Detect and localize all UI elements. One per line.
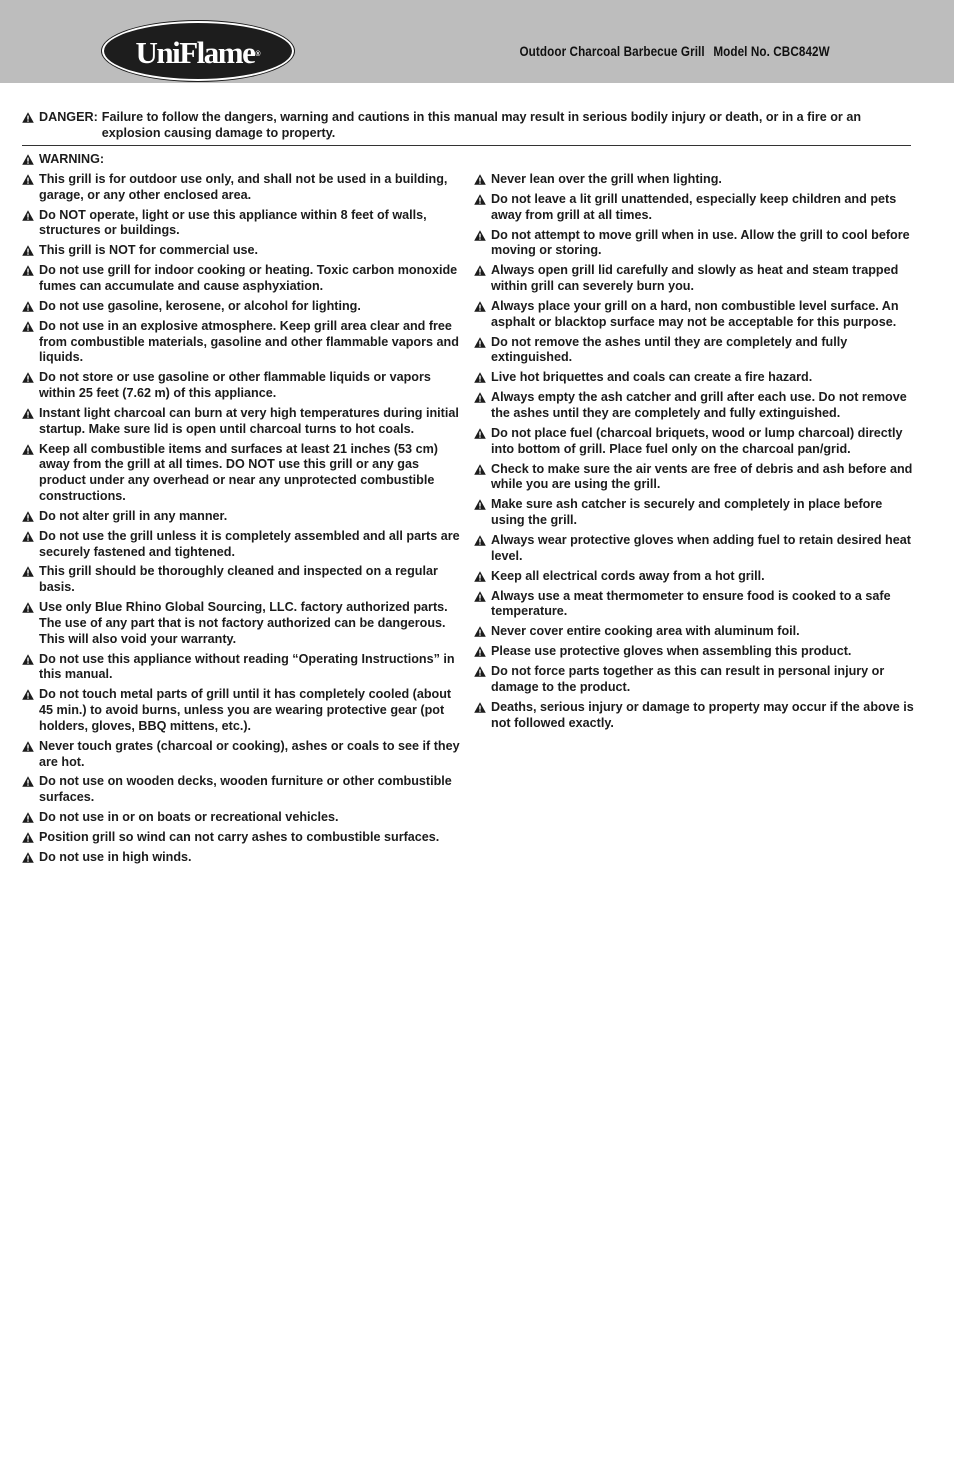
warning-item-text: Do NOT operate, light or use this appliance within 8 feet of walls, structures or buildings.: [39, 207, 427, 238]
warning-triangle-icon: [22, 832, 34, 843]
warning-item-text: Always empty the ash catcher and grill after each use. Do not remove the ashes until they are completely and fully extinguished.: [491, 390, 907, 421]
warning-item: [474, 569, 914, 585]
warning-item: [22, 687, 460, 734]
warning-item-text: Do not use gasoline, kerosene, or alcohol for lighting.: [39, 298, 361, 313]
warning-triangle-icon: [22, 174, 34, 185]
danger-text: Failure to follow the dangers, warning and cautions in this manual may result in serious bodily injury or death, or in a fire or an explosion causing damage to property.: [101, 110, 862, 140]
warning-item: [22, 652, 460, 684]
warning-triangle-icon: [474, 702, 486, 713]
warning-triangle-icon: [22, 812, 34, 823]
warning-triangle-icon: [474, 230, 486, 241]
warning-triangle-icon: [22, 444, 34, 455]
warnings-right-column: [474, 172, 914, 735]
warning-triangle-icon: [22, 408, 34, 419]
warning-item-text: Never touch grates (charcoal or cooking), ashes or coals to see if they are hot.: [39, 738, 460, 769]
warning-item: [22, 319, 460, 366]
warning-item: [22, 406, 460, 438]
warning-item-text: Do not attempt to move grill when in use. Allow the grill to cool before moving or storing.: [491, 227, 910, 258]
warning-item-text: Please use protective gloves when assembling this product.: [491, 644, 852, 659]
warning-triangle-icon: [474, 194, 486, 205]
warning-item-text: Do not force parts together as this can result in personal injury or damage to the product.: [491, 664, 885, 694]
warning-item: [22, 299, 460, 315]
warning-item-text: Do not use on wooden decks, wooden furniture or other combustible surfaces.: [39, 774, 452, 805]
warning-item: [474, 533, 914, 565]
warning-item-text: Live hot briquettes and coals can create a fire hazard.: [491, 370, 813, 385]
warning-triangle-icon: [22, 689, 34, 700]
warning-item-text: Do not use in or on boats or recreational vehicles.: [39, 810, 339, 825]
model-number: Model No. CBC842W: [713, 44, 830, 59]
warning-item: [474, 299, 914, 331]
warning-item-text: Do not use the grill unless it is completely assembled and all parts are securely fastened and tightened.: [39, 528, 460, 559]
warning-item: [22, 442, 460, 505]
warning-triangle-icon: [474, 535, 486, 546]
warning-item: [22, 564, 460, 596]
warning-item: [474, 426, 914, 458]
warning-item: [474, 664, 914, 696]
warning-item-text: Do not use this appliance without reading “Operating Instructions” in this manual.: [39, 651, 455, 682]
warning-item-text: Do not alter grill in any manner.: [39, 508, 228, 523]
warning-triangle-icon: [474, 464, 486, 475]
warning-triangle-icon: [22, 741, 34, 752]
warning-triangle-icon: [22, 301, 34, 312]
logo-wordmark: UniFlame®: [135, 34, 261, 70]
warning-item-text: Make sure ash catcher is securely and completely in place before using the grill.: [491, 497, 883, 528]
right-warning-list: [474, 172, 914, 731]
warning-item-text: This grill is for outdoor use only, and shall not be used in a building, garage, or any other enclosed area.: [39, 171, 448, 202]
warning-item: [474, 192, 914, 224]
warning-item: [474, 370, 914, 386]
warnings-left-column: [22, 152, 460, 870]
warning-item: [474, 172, 914, 188]
warning-triangle-icon: [474, 666, 486, 677]
warning-triangle-icon: [474, 571, 486, 582]
warning-item: [474, 228, 914, 260]
warning-item-text: Always open grill lid carefully and slowly as heat and steam trapped within grill can severely burn you.: [491, 263, 899, 294]
warning-item-text: This grill should be thoroughly cleaned and inspected on a regular basis.: [39, 564, 438, 595]
warning-item: [474, 624, 914, 640]
warning-item-text: Instant light charcoal can burn at very high temperatures during initial startup. Make sure lid is open until charcoal turns to hot coals.: [39, 405, 459, 436]
danger-label: DANGER:: [39, 110, 98, 124]
warning-triangle-icon: [22, 321, 34, 332]
warning-item-text: Keep all combustible items and surfaces at least 21 inches (53 cm) away from the grill at all times. DO NOT use this grill or any gas product under any overhead or near any unprotected combustible constructions.: [39, 441, 438, 503]
warning-item: [22, 850, 460, 866]
warning-item: [22, 208, 460, 240]
warning-item-text: Do not use grill for indoor cooking or heating. Toxic carbon monoxide fumes can accumulate and cause asphyxiation.: [39, 263, 458, 293]
uniflame-logo: [102, 21, 294, 81]
section-divider: [22, 145, 911, 146]
warning-item: [474, 390, 914, 422]
warning-triangle-icon: [22, 154, 34, 165]
warning-triangle-icon: [22, 511, 34, 522]
warning-triangle-icon: [474, 265, 486, 276]
warning-triangle-icon: [22, 265, 34, 276]
warning-item: [22, 509, 460, 525]
warning-triangle-icon: [22, 531, 34, 542]
warning-item: [22, 600, 460, 647]
warning-item: [474, 335, 914, 367]
warning-item-text: Keep all electrical cords away from a hot grill.: [491, 568, 765, 583]
product-title: Outdoor Charcoal Barbecue Grill: [519, 44, 705, 59]
registered-mark: ®: [255, 50, 261, 58]
warning-heading-label: WARNING:: [39, 152, 105, 166]
warning-item: [22, 830, 460, 846]
warning-triangle-icon: [22, 654, 34, 665]
warning-item-text: Always place your grill on a hard, non combustible level surface. An asphalt or blacktop surface may not be acceptable for this purpose.: [491, 298, 899, 329]
warning-item-text: Always wear protective gloves when adding fuel to retain desired heat level.: [491, 532, 911, 563]
warning-item-text: Do not place fuel (charcoal briquets, wood or lump charcoal) directly into bottom of grill. Place fuel only on the charcoal pan/grid.: [491, 425, 903, 456]
document-title: [520, 44, 830, 59]
warning-triangle-icon: [474, 591, 486, 602]
warning-item-text: Position grill so wind can not carry ashes to combustible surfaces.: [39, 830, 440, 845]
warning-item: [474, 462, 914, 494]
page-header: [0, 0, 954, 83]
left-warning-list: [22, 172, 460, 866]
warning-item: [22, 810, 460, 826]
warning-triangle-icon: [22, 245, 34, 256]
warning-item: [22, 739, 460, 771]
warning-triangle-icon: [474, 499, 486, 510]
warning-item-text: Do not touch metal parts of grill until it has completely cooled (about 45 min.) to avoid burns, unless you are wearing protective gear (pot holders, gloves, BBQ mittens, etc.).: [39, 687, 452, 733]
warning-item: [474, 700, 914, 732]
warning-item-text: This grill is NOT for commercial use.: [39, 243, 259, 258]
warning-item: [22, 370, 460, 402]
warning-triangle-icon: [474, 301, 486, 312]
warning-triangle-icon: [22, 566, 34, 577]
warning-item-text: Always use a meat thermometer to ensure food is cooked to a safe temperature.: [491, 588, 891, 619]
warning-item: [474, 589, 914, 621]
warning-triangle-icon: [22, 602, 34, 613]
warning-item: [22, 172, 460, 204]
warning-triangle-icon: [474, 372, 486, 383]
warning-triangle-icon: [474, 174, 486, 185]
warning-triangle-icon: [474, 392, 486, 403]
warning-item-text: Do not use in an explosive atmosphere. Keep grill area clear and free from combustible materials, gasoline and other flammable vapors and liquids.: [39, 318, 459, 365]
warning-heading: [22, 152, 460, 168]
warning-item-text: Do not leave a lit grill unattended, especially keep children and pets away from grill at all times.: [491, 191, 897, 222]
warning-item-text: Use only Blue Rhino Global Sourcing, LLC. factory authorized parts. The use of any part that is not factory authorized can be dangerous. This will also void your warranty.: [39, 600, 448, 646]
warning-item: [474, 263, 914, 295]
warning-triangle-icon: [474, 646, 486, 657]
warning-item-text: Do not remove the ashes until they are completely and fully extinguished.: [491, 334, 848, 365]
warning-triangle-icon: [474, 337, 486, 348]
warning-item: [22, 529, 460, 561]
warning-triangle-icon: [474, 626, 486, 637]
warning-item-text: Check to make sure the air vents are free of debris and ash before and while you are using the grill.: [491, 461, 913, 492]
danger-notice: [22, 110, 910, 142]
warning-item-text: Never lean over the grill when lighting.: [491, 172, 722, 186]
warning-triangle-icon: [22, 112, 34, 123]
warning-triangle-icon: [22, 852, 34, 863]
warning-item-text: Never cover entire cooking area with aluminum foil.: [491, 624, 800, 639]
warning-item: [22, 263, 460, 295]
warning-item-text: Do not store or use gasoline or other flammable liquids or vapors within 25 feet (7.62 m) of this appliance.: [39, 370, 431, 401]
warning-item: [22, 774, 460, 806]
warning-item: [474, 644, 914, 660]
warning-item: [474, 497, 914, 529]
warning-item-text: Do not use in high winds.: [39, 849, 192, 864]
warning-triangle-icon: [22, 372, 34, 383]
warning-item: [22, 243, 460, 259]
warning-triangle-icon: [22, 776, 34, 787]
warning-triangle-icon: [22, 210, 34, 221]
warning-item-text: Deaths, serious injury or damage to property may occur if the above is not followed exactly.: [491, 699, 914, 730]
warning-triangle-icon: [474, 428, 486, 439]
